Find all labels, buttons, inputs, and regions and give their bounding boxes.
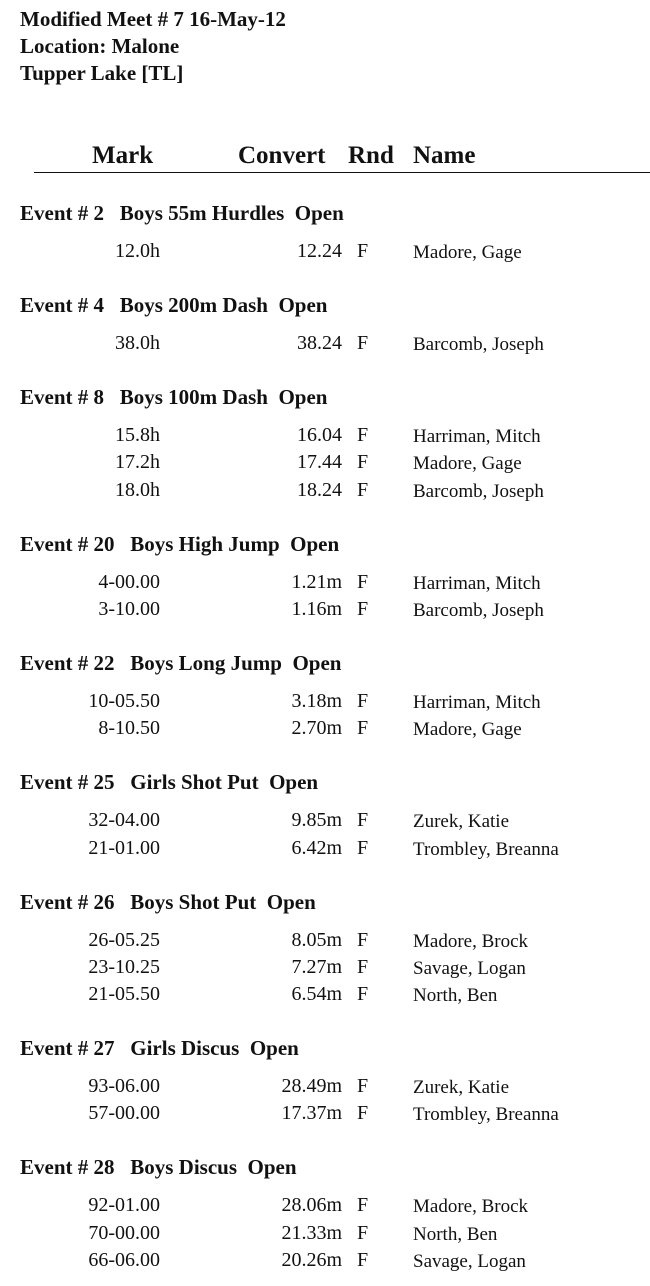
result-round: F bbox=[357, 570, 369, 593]
result-round: F bbox=[357, 1075, 369, 1098]
result-round: F bbox=[357, 928, 369, 951]
result-athlete-name: Barcomb, Joseph bbox=[413, 334, 544, 355]
result-mark: 70-00.00 bbox=[88, 1221, 160, 1244]
result-athlete-name: Trombley, Breanna bbox=[413, 838, 559, 860]
meet-title: Modified Meet # 7 16-May-12 bbox=[20, 7, 286, 31]
result-athlete-name: North, Ben bbox=[413, 985, 498, 1007]
event-title: Event # 2 Boys 55m Hurdles Open bbox=[20, 201, 344, 225]
result-mark: 3-10.00 bbox=[98, 597, 160, 620]
result-round: F bbox=[357, 240, 369, 262]
result-round: F bbox=[357, 1102, 369, 1125]
result-convert: 6.42m bbox=[291, 836, 342, 859]
result-convert: 38.24 bbox=[297, 332, 342, 354]
result-convert: 8.05m bbox=[291, 928, 342, 951]
header-divider bbox=[34, 172, 650, 173]
column-header-name: Name bbox=[413, 142, 476, 169]
result-convert: 3.18m bbox=[291, 689, 342, 712]
result-athlete-name: Savage, Logan bbox=[413, 957, 526, 979]
result-round: F bbox=[357, 689, 369, 712]
event-title: Event # 27 Girls Discus Open bbox=[20, 1036, 299, 1061]
result-convert: 6.54m bbox=[291, 983, 342, 1006]
result-round: F bbox=[357, 955, 369, 978]
result-round: F bbox=[357, 1194, 369, 1217]
result-round: F bbox=[357, 983, 369, 1006]
result-athlete-name: North, Ben bbox=[413, 1223, 498, 1245]
result-athlete-name: Harriman, Mitch bbox=[413, 572, 541, 594]
event-title: Event # 28 Boys Discus Open bbox=[20, 1155, 297, 1180]
result-mark: 23-10.25 bbox=[88, 955, 160, 978]
result-mark: 4-00.00 bbox=[98, 570, 160, 593]
result-round: F bbox=[357, 424, 369, 446]
team-name: Tupper Lake [TL] bbox=[20, 61, 184, 85]
result-convert: 9.85m bbox=[291, 809, 342, 832]
result-convert: 17.37m bbox=[281, 1102, 342, 1125]
result-round: F bbox=[357, 836, 369, 859]
result-mark: 92-01.00 bbox=[88, 1194, 160, 1217]
result-athlete-name: Madore, Gage bbox=[413, 719, 522, 741]
result-athlete-name: Savage, Logan bbox=[413, 1251, 526, 1272]
result-mark: 21-05.50 bbox=[88, 983, 160, 1006]
result-athlete-name: Barcomb, Joseph bbox=[413, 599, 544, 621]
result-athlete-name: Trombley, Breanna bbox=[413, 1104, 559, 1126]
result-athlete-name: Madore, Brock bbox=[413, 1196, 529, 1218]
result-round: F bbox=[357, 451, 369, 474]
result-athlete-name: Zurek, Katie bbox=[413, 811, 510, 833]
result-convert: 17.44 bbox=[297, 451, 342, 474]
result-mark: 66-06.00 bbox=[88, 1249, 160, 1271]
result-round: F bbox=[357, 717, 369, 740]
result-athlete-name: Madore, Brock bbox=[413, 930, 529, 952]
result-mark: 93-06.00 bbox=[88, 1075, 160, 1098]
event-title: Event # 20 Boys High Jump Open bbox=[20, 531, 340, 556]
result-convert: 2.70m bbox=[291, 717, 342, 740]
result-athlete-name: Madore, Gage bbox=[413, 242, 522, 263]
result-convert: 12.24 bbox=[297, 240, 342, 262]
result-athlete-name: Harriman, Mitch bbox=[413, 691, 541, 713]
result-athlete-name: Harriman, Mitch bbox=[413, 426, 541, 447]
result-mark: 12.0h bbox=[115, 240, 160, 262]
result-round: F bbox=[357, 1249, 369, 1271]
result-mark: 26-05.25 bbox=[88, 928, 160, 951]
result-mark: 17.2h bbox=[115, 451, 160, 474]
result-mark: 38.0h bbox=[115, 332, 160, 354]
result-round: F bbox=[357, 1221, 369, 1244]
result-convert: 28.49m bbox=[281, 1075, 342, 1098]
result-mark: 18.0h bbox=[115, 478, 160, 501]
result-mark: 15.8h bbox=[115, 424, 160, 446]
event-title: Event # 26 Boys Shot Put Open bbox=[20, 889, 316, 914]
result-athlete-name: Zurek, Katie bbox=[413, 1077, 510, 1099]
result-mark: 32-04.00 bbox=[88, 809, 160, 832]
result-round: F bbox=[357, 332, 369, 354]
event-title: Event # 25 Girls Shot Put Open bbox=[20, 770, 319, 795]
result-athlete-name: Madore, Gage bbox=[413, 453, 522, 475]
result-mark: 21-01.00 bbox=[88, 836, 160, 859]
meet-header bbox=[20, 6, 286, 87]
column-header-rnd: Rnd bbox=[348, 142, 394, 169]
event-title: Event # 22 Boys Long Jump Open bbox=[20, 650, 342, 675]
result-convert: 21.33m bbox=[281, 1221, 342, 1244]
result-round: F bbox=[357, 478, 369, 501]
result-mark: 10-05.50 bbox=[88, 689, 160, 712]
event-title: Event # 8 Boys 100m Dash Open bbox=[20, 385, 328, 409]
result-convert: 7.27m bbox=[291, 955, 342, 978]
event-title: Event # 4 Boys 200m Dash Open bbox=[20, 293, 328, 317]
result-convert: 20.26m bbox=[281, 1249, 342, 1271]
result-convert: 18.24 bbox=[297, 478, 342, 501]
column-header-convert: Convert bbox=[238, 142, 326, 169]
result-convert: 1.21m bbox=[291, 570, 342, 593]
result-convert: 16.04 bbox=[297, 424, 342, 446]
result-round: F bbox=[357, 809, 369, 832]
result-athlete-name: Barcomb, Joseph bbox=[413, 480, 544, 502]
result-round: F bbox=[357, 597, 369, 620]
result-mark: 57-00.00 bbox=[88, 1102, 160, 1125]
meet-location: Location: Malone bbox=[20, 34, 180, 58]
column-header-mark: Mark bbox=[92, 142, 154, 169]
result-mark: 8-10.50 bbox=[98, 717, 160, 740]
result-convert: 1.16m bbox=[291, 597, 342, 620]
result-convert: 28.06m bbox=[281, 1194, 342, 1217]
